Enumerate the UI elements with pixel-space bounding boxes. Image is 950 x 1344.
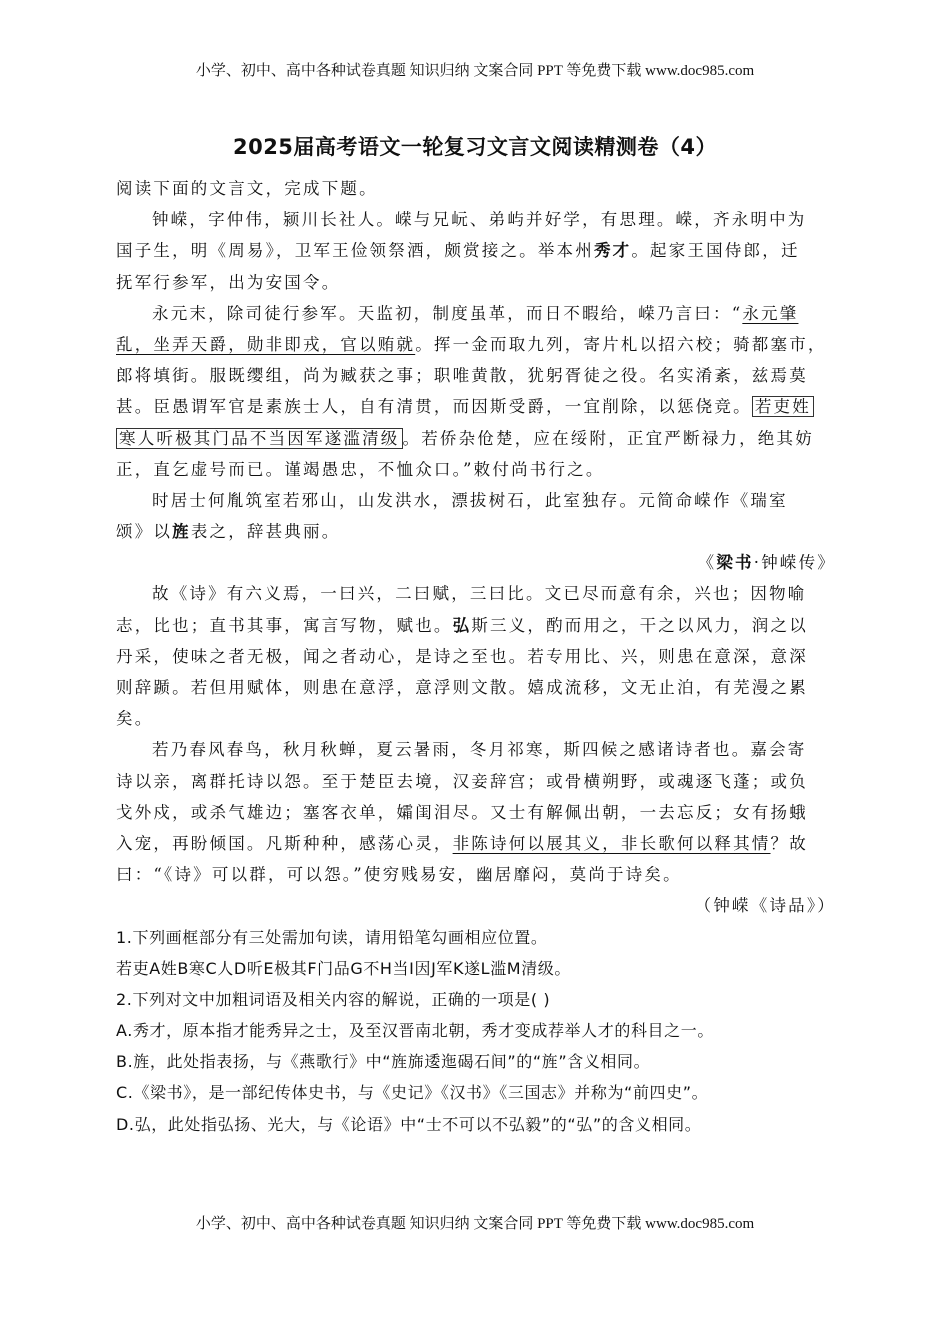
passage2-paragraph2 (116, 734, 836, 890)
text-line (116, 516, 836, 547)
passage1-paragraph2 (116, 298, 836, 485)
text: 颂》以 (116, 522, 173, 542)
underlined-sentence: 非陈诗何以展其义，非长歌何以释其情 (452, 833, 771, 853)
text-line (116, 329, 836, 360)
text-line: 若乃春风春鸟，秋月秋蝉，夏云暑雨，冬月祁寒，斯四候之感诸诗者也。嘉会寄 (152, 740, 807, 760)
text-line (116, 610, 836, 641)
option-d: D.弘，此处指弘扬、光大，与《论语》中“士不可以不弘毅”的“弘”的含义相同。 (116, 1114, 702, 1134)
bold-term-jing: 旌 (172, 522, 191, 542)
text: 。起家王国侍郎，迁 (631, 241, 800, 261)
option-b: B.旌，此处指表扬，与《燕歌行》中“旌旆逶迤碣石间”的“旌”含义相同。 (116, 1052, 651, 1072)
passage2-source: （钟嵘《诗品》） (694, 896, 836, 916)
text-line (116, 828, 836, 859)
passage2-paragraph1 (116, 578, 836, 734)
boxed-text: 寒人听极其门品不当因军遂滥清级 (116, 428, 403, 449)
question-stem: 2.下列对文中加粗词语及相关内容的解说，正确的一项是( ) (116, 989, 551, 1009)
page-title: 2025届高考语文一轮复习文言文阅读精测卷（4） (232, 135, 718, 159)
text: 永元末，除司徒行参军。天监初，制度虽革，而日不暇给，嵘乃言曰：“ (152, 303, 743, 323)
text-line (116, 298, 836, 329)
text-line: 诗以亲，离群托诗以怨。至于楚臣去境，汉妾辞宫；或骨横朔野，或魂逐飞蓬；或负 (116, 771, 808, 791)
text: 。挥一金而取九列，寄片札以招六校；骑都塞市， (415, 334, 827, 354)
text: 国子生，明《周易》，卫军王俭领祭酒，颇赏接之。举本州 (116, 241, 594, 261)
text: 志，比也；直书其事，寓言写物，赋也。 (116, 615, 453, 635)
text-line: 正，直乞虚号而已。谨竭愚忠，不恤众口。”敕付尚书行之。 (116, 459, 605, 479)
option-a: A.秀才，原本指才能秀异之士，及至汉晋南北朝，秀才变成荐举人才的科目之一。 (116, 1021, 714, 1041)
text-line (116, 391, 836, 422)
text-line: 故《诗》有六义焉，一曰兴，二曰赋，三曰比。文已尽而意有余，兴也；因物喻 (152, 584, 807, 604)
header-banner: 小学、初中、高中各种试卷真题 知识归纳 文案合同 PPT 等免费下载 www.doc985.com (195, 63, 755, 79)
text-line: 曰：“《诗》可以群，可以怨。”使穷贱易安，幽居靡闷，莫尚于诗矣。 (116, 865, 682, 885)
text: ？故 (770, 833, 808, 853)
bold-term-xiucai: 秀才 (593, 241, 632, 261)
boxed-text: 若吏姓 (752, 396, 814, 417)
text-line: 丹采，使味之者无极，闻之者动心，是诗之至也。若专用比、兴，则患在意深，意深 (116, 646, 808, 666)
question-stem: 1.下列画框部分有三处需加句读，请用铅笔勾画相应位置。 (116, 927, 548, 947)
underlined-sentence: 永元肇 (742, 303, 799, 323)
passage1-paragraph1 (116, 204, 836, 298)
footer-banner: 小学、初中、高中各种试卷真题 知识归纳 文案合同 PPT 等免费下载 www.doc985.com (195, 1216, 755, 1232)
text: 《 (697, 553, 717, 573)
text: 表之，辞甚典丽。 (190, 522, 341, 542)
text: 。若侨杂伧楚，应在绥附，正宜严断禄力，绝其妨 (402, 428, 814, 448)
text-line: 钟嵘，字仲伟，颍川长社人。嵘与兄岏、弟屿并好学，有思理。嵘，齐永明中为 (152, 210, 807, 230)
text: 甚。臣愚谓军官是素族士人，自有清贯，而因斯受爵，一宜削除，以惩侥竞。 (116, 397, 752, 417)
text-line (116, 423, 836, 454)
document-body (116, 173, 836, 1140)
bold-term-hong: 弘 (452, 615, 472, 635)
instruction: 阅读下面的文言文，完成下题。 (116, 179, 378, 198)
text-line: 抚军行参军，出为安国令。 (116, 272, 341, 292)
passage1-source (116, 547, 836, 578)
underlined-sentence: 乱，坐弄天爵，勋非即戎，官以贿就 (116, 334, 416, 354)
text-line: 则辞踬。若但用赋体，则患在意浮，意浮则文散。嬉成流移，文无止泊，有芜漫之累 (116, 678, 808, 697)
text-line: 郎将填街。服既缨组，尚为臧获之事；职唯黄散，犹躬胥徒之役。名实淆紊，兹焉莫 (116, 366, 808, 386)
question-1 (116, 922, 836, 984)
text-line (116, 235, 836, 266)
question-2 (116, 984, 836, 1140)
option-c: C.《梁书》，是一部纪传体史书，与《史记》《汉书》《三国志》并称为“前四史”。 (116, 1083, 709, 1103)
text: 斯三义，酌而用之，干之以风力，润之以 (471, 615, 808, 635)
bold-term-liangshu: 梁书 (716, 553, 754, 573)
question-text: 若吏A姓B寒C人D听E极其F门品G不H当I因J军K遂L滥M清级。 (116, 958, 572, 978)
text: 入宠，再盼倾国。凡斯种种，感荡心灵， (116, 833, 453, 853)
text-line: 戈外戍，或杀气雄边；塞客衣单，孀闺泪尽。又士有解佩出朝，一去忘反；女有扬蛾 (116, 802, 808, 822)
text-line: 矣。 (116, 709, 154, 729)
text-line: 时居士何胤筑室若邪山，山发洪水，漂拔树石，此室独存。元简命嵘作《瑞室 (152, 490, 788, 510)
text: ·钟嵘传》 (753, 553, 836, 573)
passage1-paragraph3 (116, 485, 836, 547)
